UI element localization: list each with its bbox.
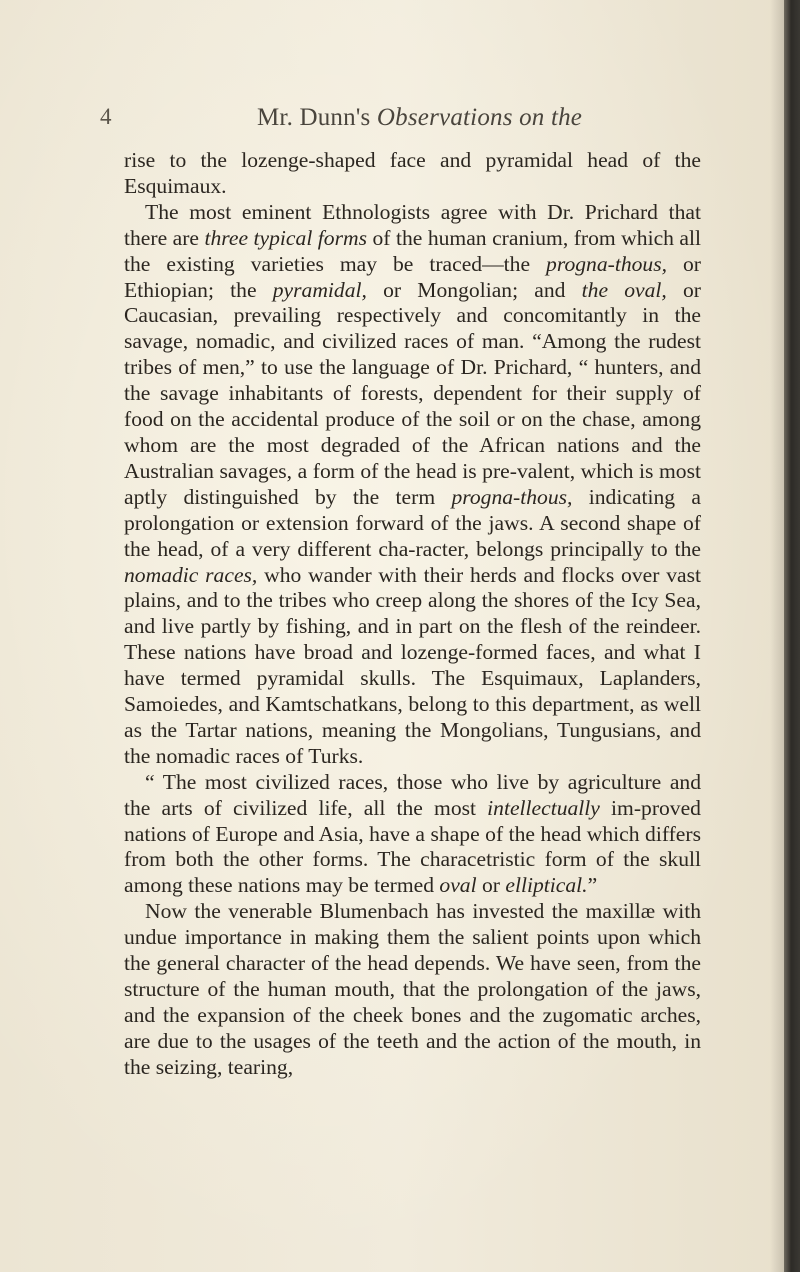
italic-text: the oval, [581,277,667,302]
text-run: or Mongolian; and [366,277,582,302]
text-run: of the human cranium, from which all the existing varieties may be traced—the [124,225,702,276]
running-header [0,104,784,144]
italic-text: oval [439,873,477,898]
text-run: Now the venerable Blumenbach has invested the maxillæ with undue importance in making them the salient points upon which the general character of the head depends. We have seen, from the structure of the human mouth, that the prolongation of the jaws, and the expansion of the cheek bones and the zugomatic arches, are due to the usages of the teeth and the action of the mouth, in the seizing, tearing, [124,899,701,1079]
text-run: “ The most civilized races, those who live by agriculture and the arts of civilized life, all the most [124,769,701,820]
italic-text: pyramidal, [272,277,367,302]
text-run: indicating a prolongation or extension forward of the jaws. A second shape of the head, of a very different cha-racter, belongs principally to the [124,484,701,561]
italic-text: progna-thous, [546,251,668,276]
body-text [124,148,701,1081]
text-run: or Caucasian, prevailing respectively and concomitantly in the savage, nomadic, and civilized races of man. “Among the rudest tribes of men,” to use the language of Dr. Prichard, “ hunters, and the savage inhabitants of forests, dependent for their supply of food on the accidental produce of the soil or on the chase, among whom are the most degraded of the African nations and the Australian savages, a form of the head is pre-valent, which is most aptly distinguished by the term [124,277,701,509]
page-number: 4 [100,104,112,129]
running-title [257,104,582,132]
text-run: ” [587,873,598,898]
paragraph [124,148,701,200]
page-edge [784,0,800,1272]
italic-text: three typical forms [204,225,367,250]
paragraph [124,200,701,770]
paragraph [124,899,701,1080]
running-title-prefix: Mr. Dunn's [257,104,377,131]
text-run: rise to the lozenge-shaped face and pyramidal head of the Esquimaux. [124,148,701,198]
italic-text: nomadic races, [124,562,258,587]
page-gutter-shadow [770,0,784,1272]
italic-text: progna-thous, [451,484,573,509]
text-run: im-proved nations of Europe and Asia, have a shape of the head which differs from both the other forms. The characetristic form of the skull among these nations may be termed [124,795,701,898]
italic-text: intellectually [487,795,600,820]
text-run: or Ethiopian; the [124,251,701,302]
text-run: The most eminent Ethnologists agree with Dr. Prichard that there are [124,199,701,250]
text-run: who wander with their herds and flocks over vast plains, and to the tribes who creep along the shores of the Icy Sea, and live partly by fishing, and in part on the flesh of the reindeer. These nations have broad and lozenge-formed faces, and what I have termed pyramidal skulls. The Esquimaux, Laplanders, Samoiedes, and Kamtschatkans, belong to this department, as well as the Tartar nations, meaning the Mongolians, Tungusians, and the nomadic races of Turks. [124,562,701,768]
text-run: or [476,873,506,898]
paragraph [124,770,701,900]
italic-text: elliptical. [505,873,588,898]
running-title-italic: Observations on the [376,104,583,131]
